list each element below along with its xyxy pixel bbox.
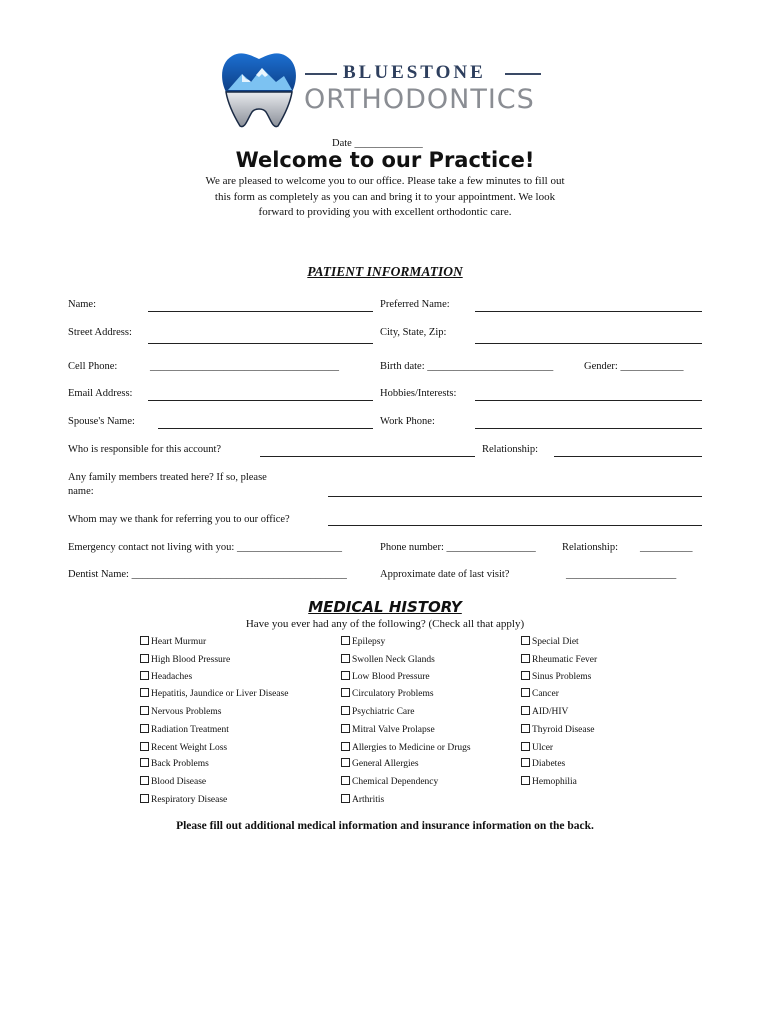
checkbox[interactable] — [341, 636, 350, 645]
condition-label: Chemical Dependency — [352, 777, 439, 787]
phone-number-field[interactable]: Phone number: _________________ — [380, 542, 536, 553]
condition-label: Radiation Treatment — [151, 725, 229, 735]
checkbox[interactable] — [521, 706, 530, 715]
checkbox[interactable] — [341, 724, 350, 733]
checkbox[interactable] — [521, 776, 530, 785]
checkbox[interactable] — [140, 758, 149, 767]
brand-rule-right — [505, 73, 541, 75]
condition-label: Recent Weight Loss — [151, 743, 228, 753]
condition-checkbox-item[interactable] — [140, 776, 206, 787]
patient-info-heading: PATIENT INFORMATION — [307, 264, 463, 279]
condition-label: Diabetes — [532, 759, 566, 769]
intro-paragraph: We are pleased to welcome you to our office. Please take a few minutes to fill out this form as completely as you can and bring it to your appointment. We look forward to providing you with excellent orthodontic care. — [205, 175, 565, 218]
checkbox[interactable] — [341, 654, 350, 663]
condition-label: Hemophilia — [532, 777, 577, 787]
checkbox[interactable] — [341, 706, 350, 715]
work-phone-label: Work Phone: — [380, 416, 435, 427]
last-visit-field[interactable]: _____________________ — [566, 569, 677, 580]
checkbox[interactable] — [341, 758, 350, 767]
emergency-contact-field[interactable]: Emergency contact not living with you: ____________________ — [68, 542, 342, 553]
brand-orthodontics-text: ORTHODONTICS — [304, 84, 535, 115]
condition-checkbox-item[interactable] — [521, 742, 553, 753]
condition-label: Psychiatric Care — [352, 707, 415, 717]
condition-checkbox-item[interactable] — [341, 776, 438, 787]
condition-checkbox-item[interactable] — [341, 758, 419, 769]
checkbox[interactable] — [140, 706, 149, 715]
city-state-zip-field[interactable] — [475, 343, 702, 344]
gender-field[interactable]: Gender: ____________ — [584, 361, 684, 372]
condition-checkbox-item[interactable] — [140, 794, 227, 805]
condition-label: Thyroid Disease — [532, 725, 595, 735]
condition-checkbox-item[interactable] — [341, 654, 435, 665]
checkbox[interactable] — [140, 742, 149, 751]
condition-label: Epilepsy — [352, 637, 386, 647]
checkbox[interactable] — [521, 688, 530, 697]
footer-note: Please fill out additional medical information and insurance information on the back. — [176, 820, 594, 832]
condition-label: Headaches — [151, 672, 193, 682]
condition-checkbox-item[interactable] — [140, 742, 227, 753]
condition-checkbox-item[interactable] — [140, 706, 221, 717]
birth-date-field[interactable]: Birth date: ________________________ — [380, 361, 554, 372]
family-members-label-2: name: — [68, 486, 94, 497]
condition-label: Low Blood Pressure — [352, 672, 430, 682]
condition-label: Allergies to Medicine or Drugs — [352, 743, 471, 753]
checkbox[interactable] — [521, 758, 530, 767]
checkbox[interactable] — [521, 724, 530, 733]
condition-label: Blood Disease — [151, 777, 207, 787]
brand-name-top — [305, 62, 545, 84]
condition-checkbox-item[interactable] — [521, 688, 559, 699]
checkbox[interactable] — [140, 636, 149, 645]
family-members-label: Any family members treated here? If so, please — [68, 472, 267, 483]
condition-label: Mitral Valve Prolapse — [352, 725, 435, 735]
condition-label: Back Problems — [151, 759, 209, 769]
checkbox[interactable] — [341, 776, 350, 785]
checkbox[interactable] — [521, 742, 530, 751]
checkbox[interactable] — [521, 636, 530, 645]
family-members-field[interactable] — [328, 496, 702, 497]
condition-label: Rheumatic Fever — [532, 655, 598, 665]
condition-checkbox-item[interactable] — [341, 688, 434, 699]
condition-checkbox-item[interactable] — [341, 671, 430, 682]
spouse-name-field[interactable] — [158, 428, 373, 429]
referral-label: Whom may we thank for referring you to our office? — [68, 514, 290, 525]
page-title: Welcome to our Practice! — [235, 148, 535, 172]
street-address-field[interactable] — [148, 343, 373, 344]
cell-phone-field[interactable]: ____________________________________ — [150, 361, 339, 372]
checkbox[interactable] — [341, 671, 350, 680]
condition-label: AID/HIV — [532, 707, 569, 717]
condition-checkbox-item[interactable] — [140, 758, 209, 769]
relationship-field[interactable] — [554, 456, 702, 457]
checkbox[interactable] — [140, 671, 149, 680]
condition-label: Nervous Problems — [151, 707, 222, 717]
preferred-name-field[interactable] — [475, 311, 702, 312]
condition-checkbox-item[interactable] — [521, 776, 577, 787]
checkbox[interactable] — [521, 654, 530, 663]
condition-checkbox-item[interactable] — [341, 724, 435, 735]
checkbox[interactable] — [140, 654, 149, 663]
name-field[interactable] — [148, 311, 373, 312]
hobbies-label: Hobbies/Interests: — [380, 388, 457, 399]
date-field[interactable]: Date _____________ — [332, 138, 423, 149]
condition-label: High Blood Pressure — [151, 655, 231, 665]
checkbox[interactable] — [341, 794, 350, 803]
condition-checkbox-item[interactable] — [521, 636, 579, 647]
condition-checkbox-item[interactable] — [521, 724, 595, 735]
hobbies-field[interactable] — [475, 400, 702, 401]
bluestone-tooth-logo — [218, 50, 300, 130]
condition-checkbox-item[interactable] — [140, 688, 288, 699]
checkbox[interactable] — [140, 688, 149, 697]
checkbox[interactable] — [341, 688, 350, 697]
medical-history-subheading: Have you ever had any of the following? (Check all that apply) — [245, 618, 525, 630]
last-visit-label: Approximate date of last visit? — [380, 569, 510, 580]
condition-label: Circulatory Problems — [352, 689, 434, 699]
condition-label: Swollen Neck Glands — [352, 655, 435, 665]
referral-field[interactable] — [328, 525, 702, 526]
condition-checkbox-item[interactable] — [140, 724, 229, 735]
condition-label: General Allergies — [352, 759, 419, 769]
relationship2-field[interactable]: __________ — [640, 542, 693, 553]
condition-label: Hepatitis, Jaundice or Liver Disease — [151, 689, 289, 699]
condition-label: Ulcer — [532, 743, 554, 753]
condition-checkbox-item[interactable] — [521, 758, 565, 769]
condition-label: Respiratory Disease — [151, 795, 228, 805]
spouse-name-label: Spouse's Name: — [68, 416, 135, 427]
email-field[interactable] — [148, 400, 373, 401]
condition-checkbox-item[interactable] — [521, 671, 591, 682]
email-label: Email Address: — [68, 388, 133, 399]
responsible-label: Who is responsible for this account? — [68, 444, 222, 455]
condition-checkbox-item[interactable] — [140, 654, 230, 665]
condition-checkbox-item[interactable] — [140, 671, 192, 682]
brand-bluestone-text: BLUESTONE — [343, 62, 486, 83]
street-address-label: Street Address: — [68, 327, 132, 338]
checkbox[interactable] — [140, 776, 149, 785]
responsible-field[interactable] — [260, 456, 475, 457]
condition-checkbox-item[interactable] — [341, 706, 415, 717]
condition-checkbox-item[interactable] — [140, 636, 206, 647]
checkbox[interactable] — [521, 671, 530, 680]
medical-history-heading: MEDICAL HISTORY — [308, 598, 462, 616]
work-phone-field[interactable] — [475, 428, 702, 429]
dentist-name-field[interactable]: Dentist Name: _________________________________________ — [68, 569, 347, 580]
condition-label: Cancer — [532, 689, 559, 699]
name-label: Name: — [68, 299, 96, 310]
cell-phone-label: Cell Phone: — [68, 361, 118, 372]
brand-rule-left — [305, 73, 337, 75]
condition-checkbox-item[interactable] — [341, 794, 384, 805]
relationship2-label: Relationship: — [562, 542, 618, 553]
preferred-name-label: Preferred Name: — [380, 299, 450, 310]
condition-label: Sinus Problems — [532, 672, 592, 682]
condition-label: Special Diet — [532, 637, 579, 647]
condition-checkbox-item[interactable] — [341, 742, 471, 753]
relationship-label: Relationship: — [482, 444, 538, 455]
checkbox[interactable] — [341, 742, 350, 751]
condition-label: Arthritis — [352, 795, 385, 805]
condition-checkbox-item[interactable] — [341, 636, 385, 647]
city-state-zip-label: City, State, Zip: — [380, 327, 447, 338]
condition-label: Heart Murmur — [151, 637, 207, 647]
checkbox[interactable] — [140, 794, 149, 803]
checkbox[interactable] — [140, 724, 149, 733]
condition-checkbox-item[interactable] — [521, 706, 568, 717]
condition-checkbox-item[interactable] — [521, 654, 597, 665]
